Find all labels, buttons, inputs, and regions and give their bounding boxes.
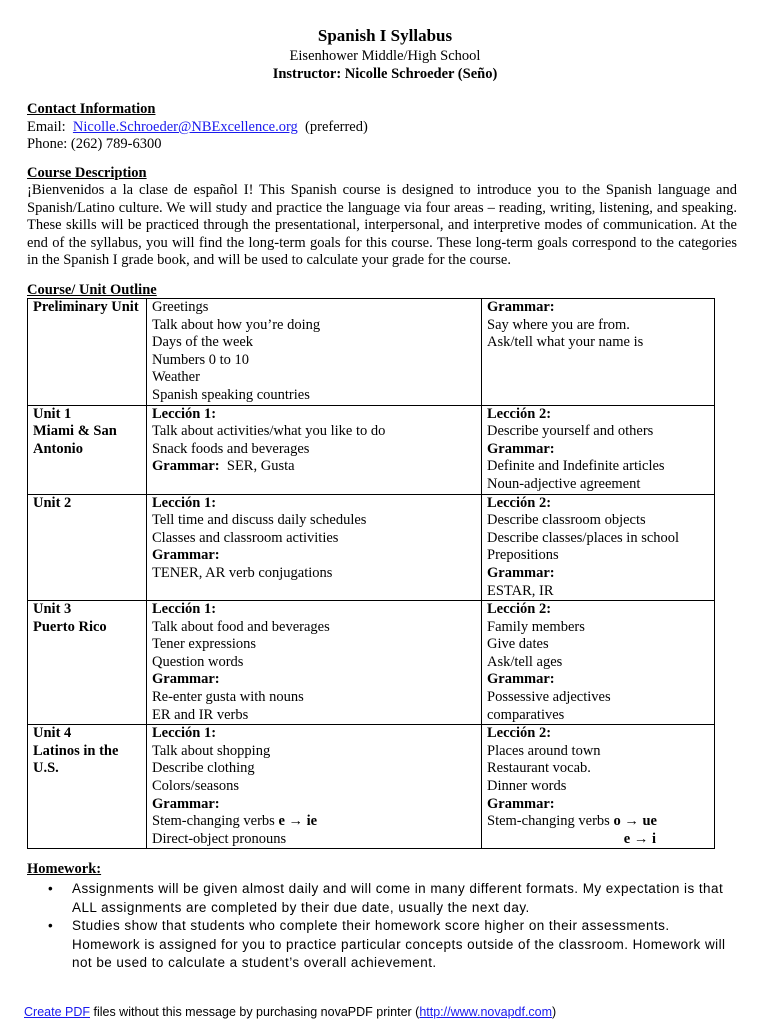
unit-name-cell — [28, 601, 147, 725]
description-line: in the Spanish I grade book, and will be used to calculate your grade for the course. — [27, 252, 511, 269]
lesson-line — [152, 317, 476, 335]
lesson-line-text: Prepositions — [487, 547, 559, 564]
lesson-line-text: Direct-object pronouns — [152, 830, 287, 847]
outline-row — [28, 601, 715, 725]
unit-name-line: U.S. — [33, 760, 59, 777]
lesson-line-text: Lección 2: — [487, 601, 552, 618]
lesson-line-bold: o → ue — [613, 813, 657, 830]
email-link[interactable]: Nicolle.Schroeder@NBExcellence.org — [72, 119, 298, 135]
lesson-line-text: ER and IR verbs — [152, 706, 249, 723]
lesson-line-text: Classes and classroom activities — [152, 529, 339, 546]
lesson-line-text: Say where you are from. — [487, 316, 630, 333]
lesson-line — [487, 636, 709, 654]
outline-row — [28, 725, 715, 849]
lesson-line — [487, 725, 709, 743]
lesson-line-text: Greetings — [152, 299, 209, 315]
description-line: These skills will be practiced through the presentational, interpersonal, and interpretive modes of communication. At the — [27, 217, 737, 234]
lesson-line — [152, 725, 476, 743]
lesson-line-bold: e → i — [623, 830, 656, 847]
lesson-line-text: Grammar: — [152, 795, 220, 812]
lesson-line-text: Lección 2: — [487, 494, 552, 511]
lesson-line-text: comparatives — [487, 706, 565, 723]
lesson-line — [152, 458, 476, 476]
lesson-line-text: Colors/seasons — [152, 778, 239, 795]
email-line — [27, 118, 368, 136]
homework-list — [27, 880, 727, 973]
create-pdf-link[interactable]: Create PDF — [24, 1005, 90, 1019]
lesson-line — [152, 547, 476, 565]
lesson-line — [487, 778, 709, 796]
lesson-left-cell — [147, 725, 482, 849]
unit-name-line: Unit 3 — [33, 601, 72, 618]
description-line: end of the syllabus, you will find the long-term goals for this course. These long-term goals correspond to the categories — [27, 234, 737, 251]
lesson-line — [487, 619, 709, 637]
lesson-line-text: Grammar: — [152, 671, 220, 688]
lesson-line — [152, 441, 476, 459]
homework-item — [27, 917, 727, 973]
lesson-line-text: Grammar: — [487, 564, 555, 581]
page-title: Spanish I Syllabus — [317, 26, 453, 45]
lesson-line-text: Grammar: — [487, 671, 555, 688]
lesson-line-text: Definite and Indefinite articles — [487, 458, 665, 475]
lesson-line — [487, 406, 709, 424]
lesson-line-text: Describe yourself and others — [487, 423, 654, 440]
description-heading: Course Description — [27, 165, 147, 181]
lesson-line-text: Grammar: — [487, 795, 555, 812]
unit-name-line: Preliminary Unit — [33, 299, 139, 315]
lesson-left-cell — [147, 299, 482, 406]
unit-name-line: Unit 2 — [33, 494, 72, 511]
lesson-line-text: Describe classes/places in school — [487, 529, 680, 546]
lesson-line — [152, 689, 476, 707]
lesson-line-text: Tell time and discuss daily schedules — [152, 512, 367, 529]
lesson-line-text: Lección 2: — [487, 725, 552, 742]
lesson-line-text: Talk about shopping — [152, 742, 271, 759]
lesson-line — [487, 743, 709, 761]
lesson-line-text: Talk about food and beverages — [152, 618, 330, 635]
lesson-line-text: Lección 1: — [152, 725, 217, 742]
lesson-line-text: Describe clothing — [152, 760, 255, 777]
lesson-line-text: Numbers 0 to 10 — [152, 351, 250, 368]
unit-name-line: Unit 4 — [33, 725, 72, 742]
lesson-line — [487, 654, 709, 672]
lesson-line — [487, 476, 709, 494]
lesson-line — [152, 299, 476, 317]
lesson-line-text: Dinner words — [487, 778, 567, 795]
lesson-right-cell — [482, 725, 715, 849]
lesson-line — [487, 796, 709, 814]
homework-item — [27, 880, 727, 917]
course-description — [27, 182, 737, 270]
unit-outline-table — [27, 298, 715, 849]
lesson-line-text: TENER, AR verb conjugations — [152, 564, 333, 581]
outline-row — [28, 299, 715, 406]
lesson-line — [487, 299, 709, 317]
lesson-line-rest: SER, Gusta — [219, 458, 295, 475]
lesson-right-cell — [482, 299, 715, 406]
lesson-line-text: Give dates — [487, 636, 549, 653]
lesson-line-text: Grammar: — [152, 458, 220, 475]
lesson-line — [487, 317, 709, 335]
lesson-line-text: Stem-changing verbs — [487, 813, 614, 830]
lesson-line — [487, 671, 709, 689]
unit-name-line: Unit 1 — [33, 405, 72, 422]
lesson-line — [487, 760, 709, 778]
novapdf-link[interactable]: http://www.novapdf.com — [419, 1005, 553, 1019]
lesson-line — [152, 707, 476, 725]
lesson-line — [487, 565, 709, 583]
lesson-line-text: ESTAR, IR — [487, 582, 554, 599]
bullet-icon: • — [48, 918, 54, 933]
footer-text: files without this message by purchasing novaPDF printer ( — [90, 1005, 420, 1019]
lesson-line-text: Lección 1: — [152, 405, 217, 422]
lesson-line — [152, 387, 476, 405]
pdf-footer — [24, 1005, 556, 1019]
lesson-line — [152, 636, 476, 654]
lesson-line — [152, 369, 476, 387]
email-label: Email: — [27, 119, 66, 135]
unit-name-line: Puerto Rico — [33, 618, 107, 635]
lesson-line — [152, 831, 476, 849]
lesson-line — [152, 352, 476, 370]
lesson-line — [152, 778, 476, 796]
lesson-line — [487, 707, 709, 725]
unit-name-line: Miami & San — [33, 423, 117, 440]
lesson-left-cell — [147, 494, 482, 601]
lesson-line — [487, 813, 709, 831]
lesson-line — [152, 406, 476, 424]
lesson-line — [487, 512, 709, 530]
lesson-line-text: Stem-changing verbs — [152, 813, 279, 830]
unit-name-cell — [28, 299, 147, 406]
lesson-line — [152, 334, 476, 352]
lesson-line — [152, 671, 476, 689]
unit-name-cell — [28, 405, 147, 494]
lesson-left-cell — [147, 601, 482, 725]
homework-text: Assignments will be given almost daily and will come in many different formats. My expectation is that ALL assignments are completed by their due date, usually the next day. — [72, 881, 724, 915]
lesson-line — [152, 423, 476, 441]
lesson-line — [152, 813, 476, 831]
footer-close: ) — [552, 1005, 557, 1019]
homework-section — [27, 860, 727, 973]
description-line: Spanish/Latino culture. We will study and practice the language via four areas – reading, writing, listening, and speaking. — [27, 199, 737, 216]
bullet-icon: • — [48, 881, 54, 896]
lesson-line-text: Lección 1: — [152, 494, 217, 511]
lesson-line-text: Grammar: — [487, 440, 555, 457]
lesson-right-cell — [482, 601, 715, 725]
unit-name-cell — [28, 725, 147, 849]
lesson-line-text: Possessive adjectives — [487, 689, 611, 706]
lesson-line-text: Places around town — [487, 742, 601, 759]
lesson-line — [152, 512, 476, 530]
outline-row — [28, 405, 715, 494]
unit-name-line: Antonio — [33, 440, 83, 457]
lesson-line — [487, 334, 709, 352]
homework-text: Studies show that students who complete their homework score higher on their assessments. Homework is assigned for you to practice particular concepts outside of the classroom. Homework will not be used to calculate a student’s overall achievement. — [72, 918, 726, 970]
lesson-right-cell — [482, 494, 715, 601]
lesson-line-text: Lección 1: — [152, 601, 217, 618]
lesson-line — [487, 689, 709, 707]
lesson-line-text: Re-enter gusta with nouns — [152, 689, 304, 706]
lesson-line — [487, 441, 709, 459]
lesson-line — [487, 831, 709, 849]
outline-heading: Course/ Unit Outline — [27, 282, 157, 298]
lesson-line — [487, 458, 709, 476]
lesson-line — [152, 619, 476, 637]
lesson-line — [152, 743, 476, 761]
lesson-right-cell — [482, 405, 715, 494]
description-line: ¡Bienvenidos a la clase de español I! This Spanish course is designed to introduce you to the Spanish language and — [27, 182, 737, 198]
lesson-line — [152, 654, 476, 672]
lesson-line — [152, 495, 476, 513]
lesson-line — [152, 565, 476, 583]
lesson-line-text: Spanish speaking countries — [152, 386, 310, 403]
lesson-line-text: Days of the week — [152, 334, 254, 351]
lesson-line-text: Grammar: — [487, 299, 555, 315]
lesson-line-text: Restaurant vocab. — [487, 760, 591, 777]
email-note: (preferred) — [305, 119, 368, 135]
lesson-line — [487, 547, 709, 565]
lesson-line-text: Snack foods and beverages — [152, 440, 310, 457]
lesson-line — [152, 601, 476, 619]
lesson-line-text: Noun-adjective agreement — [487, 475, 641, 492]
lesson-line — [152, 796, 476, 814]
lesson-line — [487, 495, 709, 513]
lesson-line-text: Ask/tell what your name is — [487, 334, 644, 351]
lesson-line-text: Weather — [152, 369, 200, 386]
lesson-line — [152, 530, 476, 548]
lesson-line — [487, 601, 709, 619]
lesson-line-text: Tener expressions — [152, 636, 257, 653]
lesson-line-text: Talk about how you’re doing — [152, 316, 321, 333]
lesson-line — [487, 583, 709, 601]
lesson-line-text: Ask/tell ages — [487, 653, 563, 670]
lesson-line-text: Talk about activities/what you like to do — [152, 423, 386, 440]
lesson-line — [152, 760, 476, 778]
lesson-left-cell — [147, 405, 482, 494]
lesson-line-text: Question words — [152, 653, 244, 670]
lesson-line-text: Describe classroom objects — [487, 512, 646, 529]
outline-row — [28, 494, 715, 601]
unit-name-cell — [28, 494, 147, 601]
lesson-line — [487, 530, 709, 548]
homework-heading: Homework: — [27, 861, 102, 877]
lesson-line — [487, 423, 709, 441]
lesson-line-text: Family members — [487, 618, 585, 635]
lesson-line-bold: e → ie — [278, 813, 318, 830]
contact-heading: Contact Information — [27, 101, 156, 117]
school-name: Eisenhower Middle/High School — [289, 48, 481, 64]
unit-name-line: Latinos in the — [33, 742, 119, 759]
lesson-line-text: Lección 2: — [487, 405, 552, 422]
lesson-line-text: Grammar: — [152, 547, 220, 564]
instructor-name: Instructor: Nicolle Schroeder (Seño) — [272, 66, 498, 82]
phone-line: Phone: (262) 789-6300 — [27, 136, 162, 152]
